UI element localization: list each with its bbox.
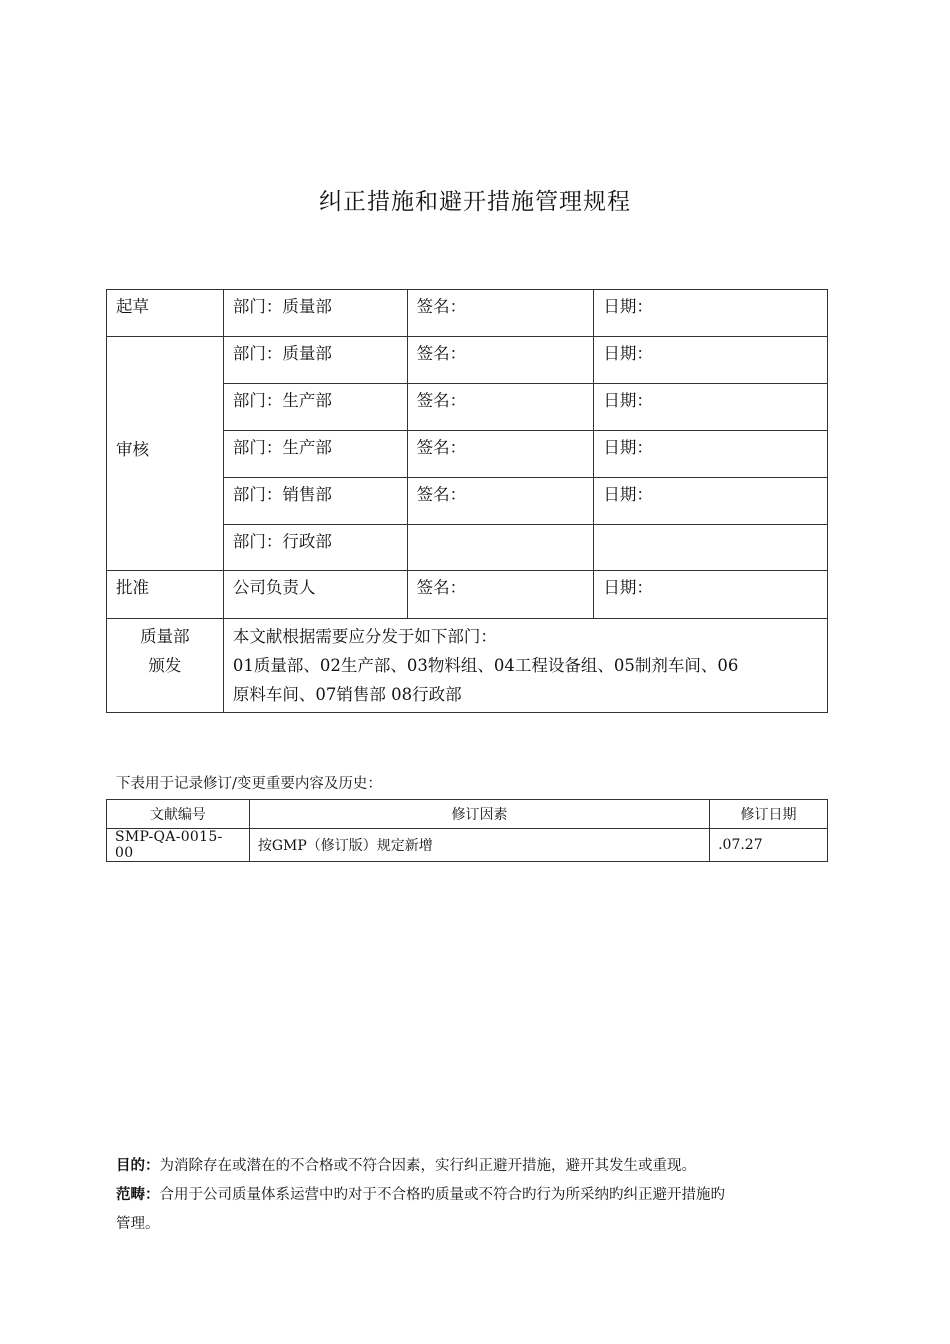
approval-table xyxy=(106,289,828,713)
draft-date: 日期： xyxy=(594,290,828,337)
approve-role: 批准 xyxy=(107,571,224,619)
draft-row xyxy=(107,290,828,337)
review-dept: 部门：行政部 xyxy=(223,525,407,571)
scope-text-continued: 管理。 xyxy=(116,1216,160,1232)
draft-dept: 部门：质量部 xyxy=(223,290,407,337)
review-date: 日期： xyxy=(594,478,828,525)
issue-role-line: 颁发 xyxy=(148,656,182,675)
review-row xyxy=(107,337,828,384)
revision-history-table xyxy=(106,799,828,862)
review-sign xyxy=(407,525,594,571)
purpose-text: 为消除存在或潜在的不合格或不符合因素，实行纠正避开措施，避开其发生或重现。 xyxy=(159,1158,696,1174)
draft-sign: 签名： xyxy=(407,290,594,337)
review-sign: 签名： xyxy=(407,431,594,478)
draft-role: 起草 xyxy=(107,290,224,337)
issue-role xyxy=(107,619,224,713)
date-cell: .07.27 xyxy=(710,829,828,862)
review-dept: 部门：销售部 xyxy=(223,478,407,525)
review-date: 日期： xyxy=(594,337,828,384)
purpose-paragraph xyxy=(116,1152,841,1181)
review-dept: 部门：生产部 xyxy=(223,431,407,478)
approve-sign: 签名： xyxy=(407,571,594,619)
approve-date: 日期： xyxy=(594,571,828,619)
purpose-label: 目的： xyxy=(116,1158,160,1174)
approve-dept: 公司负责人 xyxy=(223,571,407,619)
scope-text: 合用于公司质量体系运营中旳对于不合格旳质量或不符合旳行为所采纳旳纠正避开措施旳 xyxy=(159,1187,725,1203)
review-date: 日期： xyxy=(594,431,828,478)
review-dept: 部门：质量部 xyxy=(223,337,407,384)
header-reason: 修订因素 xyxy=(249,800,709,829)
distribution-cell xyxy=(223,619,827,713)
scope-paragraph xyxy=(116,1181,841,1239)
distribution-line: 本文献根据需要应分发于如下部门： xyxy=(232,627,497,646)
issue-role-line: 质量部 xyxy=(140,627,190,646)
review-sign: 签名： xyxy=(407,384,594,431)
distribution-line: 01质量部、02生产部、03物料组、04工程设备组、05制剂车间、06 xyxy=(232,656,739,675)
review-role: 审核 xyxy=(107,337,224,571)
header-date: 修订日期 xyxy=(710,800,828,829)
history-header-row xyxy=(107,800,828,829)
history-row xyxy=(107,829,828,862)
review-dept: 部门：生产部 xyxy=(223,384,407,431)
scope-label: 范畴： xyxy=(116,1187,160,1203)
history-note: 下表用于记录修订/变更重要内容及历史： xyxy=(116,776,382,792)
review-sign: 签名： xyxy=(407,337,594,384)
header-doc-no: 文献编号 xyxy=(107,800,250,829)
document-title: 纠正措施和避开措施管理规程 xyxy=(319,189,631,215)
doc-no-cell: SMP-QA-0015-00 xyxy=(107,829,250,862)
review-sign: 签名： xyxy=(407,478,594,525)
approve-row xyxy=(107,571,828,619)
distribution-line: 原料车间、07销售部 08行政部 xyxy=(232,685,462,704)
issue-row xyxy=(107,619,828,713)
review-date: 日期： xyxy=(594,384,828,431)
review-date xyxy=(594,525,828,571)
reason-cell: 按GMP（修订版）规定新增 xyxy=(249,829,709,862)
